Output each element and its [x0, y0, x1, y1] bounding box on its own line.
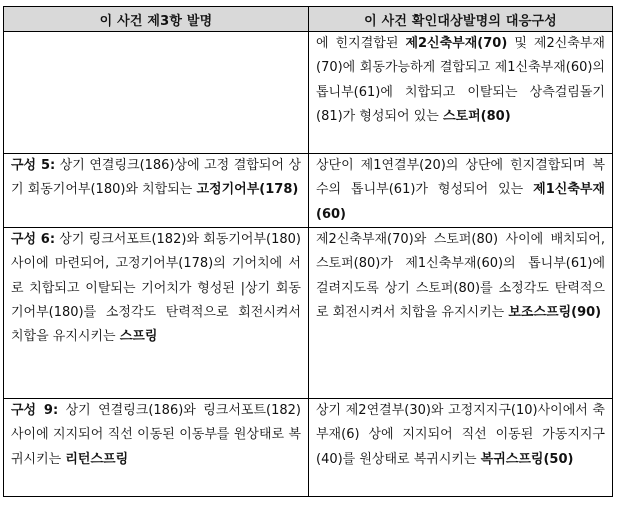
row3-left-bold: 스프링	[119, 329, 158, 345]
row3-right-text	[309, 228, 612, 398]
row4-left-cell	[4, 399, 309, 497]
row2-right-plain: 상단이 제1연결부(20)의 상단에 힌지결합되며 복수의 톱니부(61)가 형성되어 있는	[316, 158, 605, 198]
row3-right-bold: 보조스프링(90)	[508, 304, 602, 320]
row1-right-bold-1: 제2신축부재(70)	[405, 36, 508, 51]
table-row	[4, 154, 613, 228]
row3-left-label: 구성 6:	[11, 232, 56, 247]
row3-right-plain: 제2신축부재(70)와 스토퍼(80) 사이에 배치되어, 스토퍼(80)가 제1신축부재(60)의 톱니부(61)에 걸려지도록 상기 스토퍼(80)를 소정각도 탄력적으로 회전시켜서 치합을 유지시키는	[316, 232, 605, 320]
row4-left-label: 구성 9:	[11, 403, 59, 418]
row4-right-text	[309, 399, 612, 496]
row2-left-cell	[4, 154, 309, 228]
row2-right-bold: 제1신축부재(60)	[316, 182, 605, 222]
row4-right-cell	[309, 399, 613, 497]
table-row	[4, 399, 613, 497]
header-right	[309, 7, 613, 32]
row4-left-bold: 리턴스프링	[65, 451, 129, 467]
row2-left-plain: 상기 연결링크(186)상에 고정 결합되어 상기 회동기어부(180)와 치합되는	[11, 158, 301, 198]
row1-right-plain-2: 및 제2신축부재(70)에 회동가능하게 결합되고 제1신축부재(60)의 톱니부(61)에 치합되고 이탈되는 상측걸림돌기(81)가 형성되어 있는	[316, 36, 605, 124]
row4-right-plain: 상기 제2연결부(30)와 고정지지구(10)사이에서 축부재(6) 상에 지지되어 직선 이동된 가동지지구(40)를 원상태로 복귀시키는	[316, 403, 605, 467]
comparison-table	[3, 6, 613, 497]
row4-right-bold: 복귀스프링(50)	[480, 451, 574, 467]
table-row	[4, 228, 613, 399]
row3-left-text	[4, 228, 308, 398]
table-row	[4, 32, 613, 154]
row2-left-text	[4, 154, 308, 227]
row1-right-text	[309, 32, 612, 153]
row4-left-plain: 상기 연결링크(186)와 링크서포트(182) 사이에 지지되어 직선 이동된 이동부를 원상태로 복귀시키는	[11, 403, 301, 467]
header-left-label: 이 사건 제3항 발명	[99, 13, 213, 29]
header-right-label: 이 사건 확인대상발명의 대응구성	[364, 13, 557, 29]
header-left	[4, 7, 309, 32]
row1-right-cell	[309, 32, 613, 154]
row3-left-cell	[4, 228, 309, 399]
row1-right-bold-2: 스토퍼(80)	[443, 108, 511, 124]
row3-left-plain: 상기 링크서포트(182)와 회동기어부(180) 사이에 마련되어, 고정기어부(178)의 기어치에 서로 치합되고 이탈되는 기어치가 형성된 |상기 회동기어부(180)를 소정각도 탄력적으로 회전시켜서 치합을 유지시키는	[11, 232, 301, 345]
row2-right-cell	[309, 154, 613, 228]
row3-right-cell	[309, 228, 613, 399]
table-header-row	[4, 7, 613, 32]
row1-left-cell	[4, 32, 309, 154]
row2-right-text	[309, 154, 612, 227]
row4-left-text	[4, 399, 308, 496]
row2-left-bold: 고정기어부(178)	[196, 182, 299, 198]
row2-left-label: 구성 5:	[11, 158, 56, 173]
row1-right-plain-1: 에 힌지결합된	[316, 36, 406, 51]
